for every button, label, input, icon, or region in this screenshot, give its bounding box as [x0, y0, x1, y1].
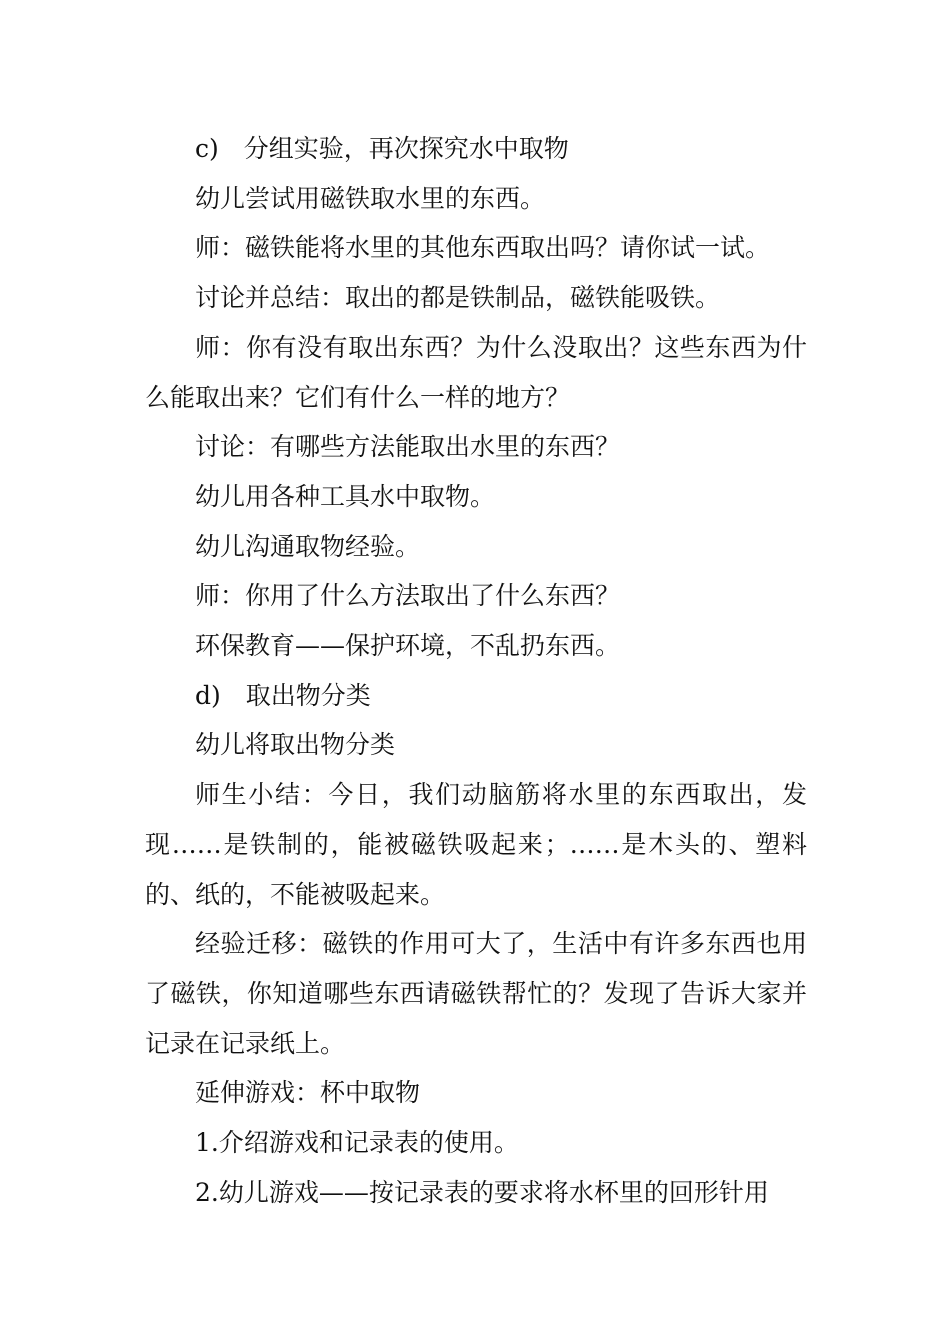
document-body [145, 124, 807, 1217]
paragraph: 幼儿沟通取物经验。 [195, 531, 421, 561]
paragraph: 师：你有没有取出东西？为什么没取出？这些东西为什么能取出来？它们有什么一样的地方？ [145, 332, 807, 412]
paragraph: 延伸游戏：杯中取物 [195, 1078, 421, 1108]
paragraph-section-d-heading: d) 取出物分类 [195, 680, 371, 710]
paragraph: 师：你用了什么方法取出了什么东西？ [195, 581, 621, 611]
paragraph-section-c-heading: c) 分组实验，再次探究水中取物 [195, 134, 569, 163]
paragraph: 环保教育——保护环境，不乱扔东西。 [195, 631, 621, 661]
paragraph: 讨论并总结：取出的都是铁制品，磁铁能吸铁。 [195, 283, 721, 313]
paragraph: 师：磁铁能将水里的其他东西取出吗？请你试一试。 [195, 233, 771, 263]
paragraph: 师生小结：今日，我们动脑筋将水里的东西取出，发现……是铁制的，能被磁铁吸起来；……是木头的、塑料的、纸的，不能被吸起来。 [145, 780, 807, 909]
paragraph: 幼儿尝试用磁铁取水里的东西。 [195, 183, 546, 213]
paragraph: 讨论：有哪些方法能取出水里的东西？ [195, 432, 621, 462]
paragraph-list-item: 1.介绍游戏和记录表的使用。 [195, 1128, 519, 1158]
paragraph: 幼儿将取出物分类 [195, 730, 396, 760]
paragraph: 经验迁移：磁铁的作用可大了，生活中有许多东西也用了磁铁，你知道哪些东西请磁铁帮忙的？发现了告诉大家并记录在记录纸上。 [145, 929, 807, 1058]
paragraph: 幼儿用各种工具水中取物。 [195, 481, 496, 511]
paragraph-list-item: 2.幼儿游戏——按记录表的要求将水杯里的回形针用 [195, 1177, 769, 1207]
